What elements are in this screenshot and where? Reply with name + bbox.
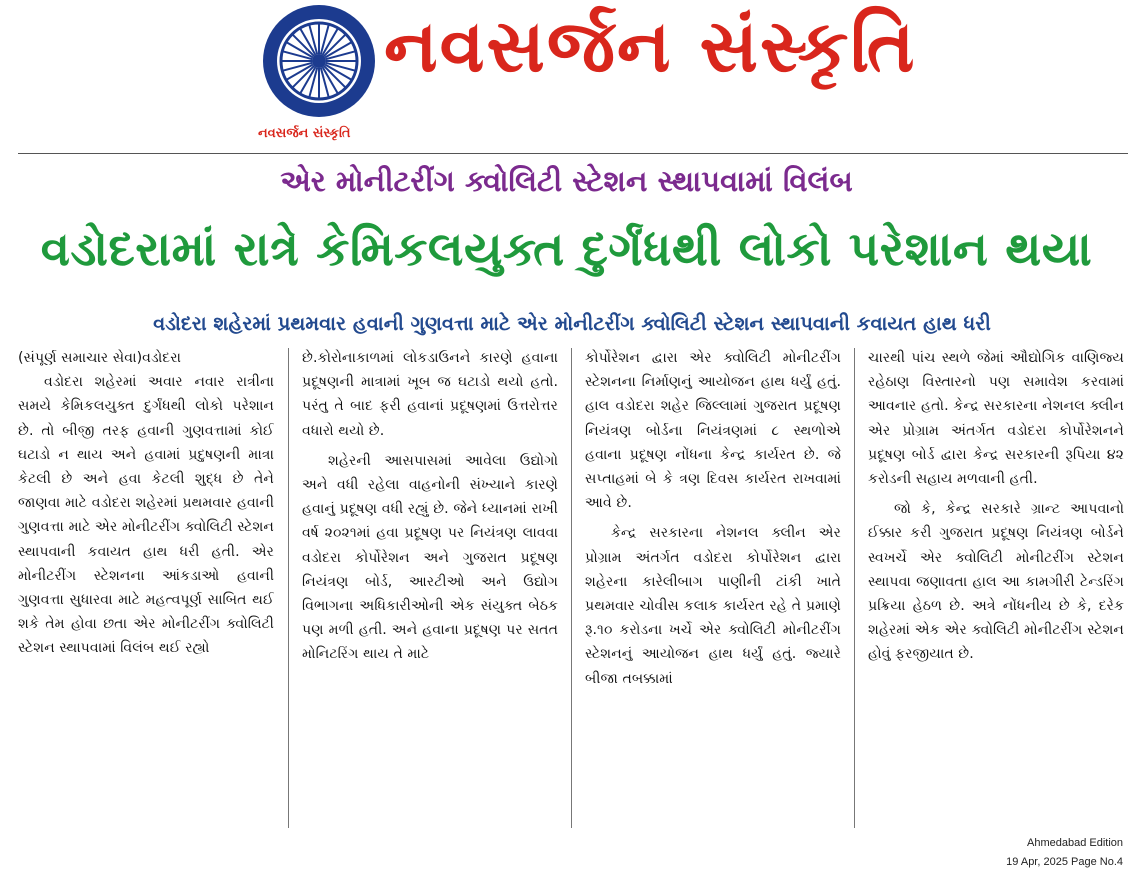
- article-paragraph: વડોદરા શહેરમાં અવાર નવાર રાત્રીના સમયે કેમિકલયુક્ત દુર્ગંધથી લોકો પરેશાન છે. તો બીજી તરફ હવાની ગુણવત્તામાં કોઈ ઘટાડો ન થાય અને હવામાં પ્રદુષણની માત્રા કેટલી છે અને હવા કેટલી શુદ્ધ છે તેને જાણવા માટે વડોદરા શહેરમાં પ્રથમવાર હવાની ગુણવત્તા માટે એર મોનીટરીંગ ક્વોલિટી સ્ટેશન સ્થાપવાની કવાયત હાથ ધરી હતી. એર મોનીટરીંગ સ્ટેશનના આંકડાઓ હવાની ગુણવત્તા સુધારવા માટે મહત્વપૂર્ણ સાબિત થઈ શકે તેમ હોવા છતા એર મોનીટરીંગ ક્વોલિટી સ્ટેશન સ્થાપવામાં વિલંબ થઈ રહ્યો: [18, 374, 274, 657]
- article-paragraph: ચારથી પાંચ સ્થળે જેમાં ઔદ્યોગિક વાણિજ્ય રહેઠાણ વિસ્તારનો પણ સમાવેશ કરવામાં આવનાર હતો. કેન્દ્ર સરકારના નેશનલ ક્લીન એર પ્રોગ્રામ અંતર્ગત વડોદરા કોર્પોરેશનને પ્રદૂષણ બોર્ડ દ્વારા કેન્દ્ર સરકારની રૂપિયા ૪૨ કરોડની સહાય મળવાની હતી.: [868, 350, 1124, 488]
- kicker-headline: એર મોનીટરીંગ ક્વોલિટી સ્ટેશન સ્થાપવામાં વિલંબ: [280, 164, 853, 198]
- column-divider: [854, 348, 855, 828]
- dateline: (સંપૂર્ણ સમાચાર સેવા)વડોદરા: [18, 350, 182, 366]
- article-column-3: [585, 346, 841, 831]
- article-paragraph: શહેરની આસપાસમાં આવેલા ઉદ્યોગો અને વધી રહેલા વાહનોની સંખ્યાને કારણે હવાનું પ્રદૂષણ વધી રહ્યું છે. જેને ધ્યાનમાં રાખી વર્ષ ૨૦૨૧માં હવા પ્રદૂષણ પર નિયંત્રણ લાવવા વડોદરા કોર્પોરેશન અને ગુજરાત પ્રદૂષણ નિયંત્રણ બોર્ડ, આરટીઓ અને ઉદ્યોગ વિભાગના અધિકારીઓની એક સંયુક્ત બેઠક પણ મળી હતી. અને હવાના પ્રદૂષણ પર સતત મોનિટરિંગ થાય તે માટે: [302, 452, 558, 663]
- masthead: [0, 0, 1133, 152]
- column-divider: [288, 348, 289, 828]
- brand-tagline: નવસર્જન સંસ્કૃતિ: [258, 126, 351, 141]
- article-column-4: [868, 346, 1124, 831]
- masthead-divider: [18, 153, 1128, 154]
- article-body: [18, 346, 1128, 831]
- article-column-1: [18, 346, 274, 831]
- article-paragraph: કેન્દ્ર સરકારના નેશનલ ક્લીન એર પ્રોગ્રામ અંતર્ગત વડોદરા કોર્પોરેશન દ્વારા શહેરના કારેલીબાગ પાણીની ટાંકી ખાતે પ્રથમવાર ચોવીસ કલાક કાર્યરત રહે તે પ્રમાણે રૂ.૧૦ કરોડના ખર્ચે એર ક્વોલિટી મોનીટરીંગ સ્ટેશનનું આયોજન હાથ ધર્યું હતું. જ્યારે બીજા તબક્કામાં: [585, 525, 841, 687]
- ashoka-chakra-icon: [262, 4, 376, 118]
- sub-headline: વડોદરા શહેરમાં પ્રથમવાર હવાની ગુણવત્તા માટે એર મોનીટરીંગ ક્વોલિટી સ્ટેશન સ્થાપવાની કવાયત હાથ ધરી: [153, 312, 991, 335]
- edition-name: Ahmedabad Edition: [1026, 837, 1123, 849]
- main-headline: વડોદરામાં રાત્રે કેમિકલયુક્ત દુર્ગંધથી લોકો પરેશાન થયા: [40, 222, 1093, 277]
- edition-info: [1006, 834, 1123, 872]
- article-paragraph: કોર્પોરેશન દ્વારા એર ક્વોલિટી મોનીટરીંગ સ્ટેશનના નિર્માણનું આયોજન હાથ ધર્યું હતું. હાલ વડોદરા શહેર જિલ્લામાં ગુજરાત પ્રદૂષણ નિયંત્રણ બોર્ડના નિયંત્રણમાં ૮ સ્થળોએ હવાના પ્રદૂષણ નોંધના કેન્દ્ર કાર્યરત છે. જે સપ્તાહમાં બે કે ત્રણ દિવસ કાર્યરત રાખવામાં આવે છે.: [585, 350, 841, 512]
- edition-date-page: 19 Apr, 2025 Page No.4: [1006, 856, 1123, 868]
- brand-name: નવસર્જન સંસ્કૃતિ: [384, 4, 917, 88]
- article-column-2: [302, 346, 558, 831]
- article-paragraph: જો કે, કેન્દ્ર સરકારે ગ્રાન્ટ આપવાનો ઈક્કાર કરી ગુજરાત પ્રદૂષણ નિયંત્રણ બોર્ડને સ્વખર્ચે એર ક્વોલિટી મોનીટરીંગ સ્ટેશન સ્થાપવા જણાવતા હાલ આ કામગીરી ટેન્ડરિંગ પ્રક્રિયા હેઠળ છે. અત્રે નોંધનીય છે કે, દરેક શહેરમાં એક એર ક્વોલિટી મોનીટરીંગ સ્ટેશન હોવું ફરજીયાત છે.: [868, 501, 1124, 663]
- article-paragraph: છે.કોરોનાકાળમાં લોકડાઉનને કારણે હવાના પ્રદૂષણની માત્રામાં ખૂબ જ ઘટાડો થયો હતો. પરંતુ તે બાદ ફરી હવાનાં પ્રદૂષણમાં ઉત્તરોત્તર વધારો થયો છે.: [302, 350, 558, 439]
- column-divider: [571, 348, 572, 828]
